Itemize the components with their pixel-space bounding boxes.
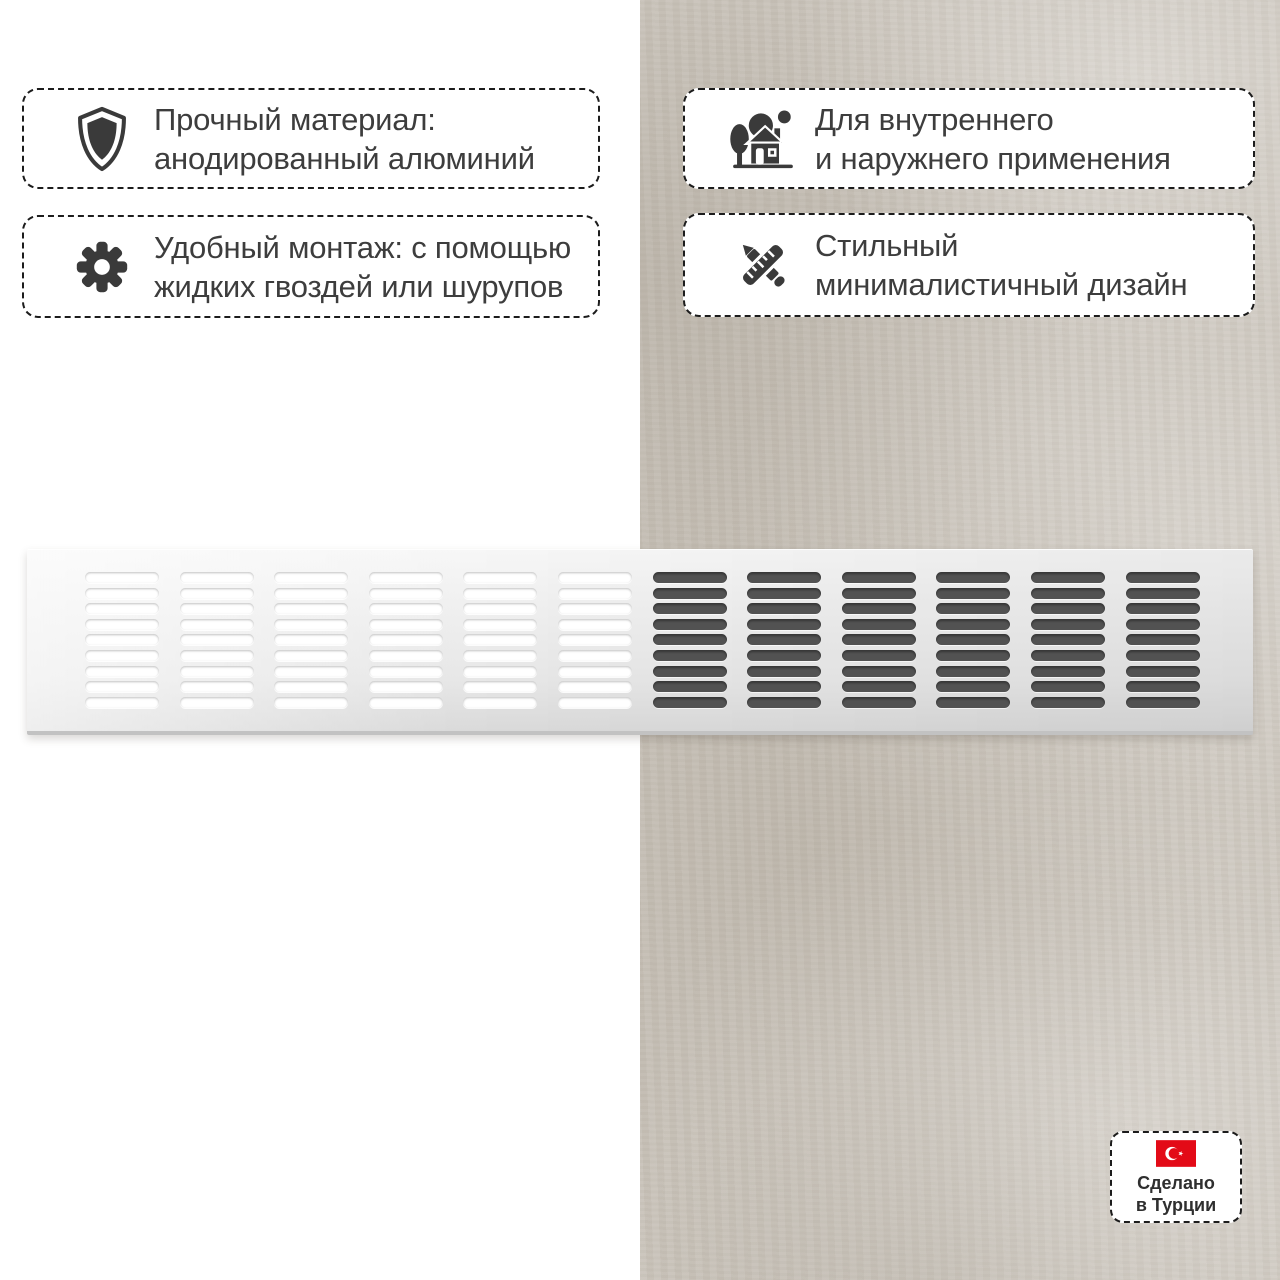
vent-slot-dark <box>1126 588 1200 599</box>
vent-slot-light <box>463 681 537 692</box>
slot-grid <box>85 572 1200 708</box>
feature-line: минималистичный дизайн <box>815 267 1188 302</box>
vent-slot-light <box>463 588 537 599</box>
vent-slot-light <box>463 572 537 583</box>
vent-slot-light <box>274 697 348 708</box>
vent-slot-dark <box>842 681 916 692</box>
vent-slot-dark <box>1031 634 1105 645</box>
vent-slot-dark <box>936 650 1010 661</box>
vent-slot-dark <box>747 650 821 661</box>
vent-slot-light <box>180 697 254 708</box>
vent-slot-light <box>180 603 254 614</box>
vent-slot-dark <box>936 634 1010 645</box>
vent-slot-dark <box>747 572 821 583</box>
badge-line: в Турции <box>1135 1195 1217 1215</box>
vent-slot-light <box>274 619 348 630</box>
vent-slot-light <box>369 666 443 677</box>
vent-slot-light <box>85 697 159 708</box>
vent-grille-product <box>27 549 1253 735</box>
vent-slot-light <box>85 634 159 645</box>
vent-slot-dark <box>1031 619 1105 630</box>
pencil-ruler-icon <box>727 234 799 296</box>
feature-box-easy-mounting <box>22 215 600 318</box>
feature-line: Прочный материал: <box>154 101 436 137</box>
vent-slot-dark <box>1126 697 1200 708</box>
vent-slot-light <box>558 572 632 583</box>
vent-slot-light <box>85 588 159 599</box>
vent-slot-dark <box>747 634 821 645</box>
vent-slot-light <box>85 619 159 630</box>
vent-slot-light <box>369 603 443 614</box>
turkey-flag-icon <box>1156 1140 1196 1167</box>
vent-slot-dark <box>936 572 1010 583</box>
feature-line: анодированный алюминий <box>154 140 535 176</box>
feature-box-minimalist-design <box>683 213 1255 317</box>
made-in-turkey-badge <box>1110 1131 1242 1223</box>
vent-slot-light <box>274 634 348 645</box>
gear-icon <box>66 239 138 295</box>
vent-slot-light <box>180 588 254 599</box>
feature-box-durable-material <box>22 88 600 189</box>
feature-line: и наружнего применения <box>815 140 1171 176</box>
vent-slot-dark <box>653 650 727 661</box>
vent-slot-dark <box>653 681 727 692</box>
vent-slot-light <box>558 681 632 692</box>
vent-slot-dark <box>1031 697 1105 708</box>
vent-slot-dark <box>653 619 727 630</box>
feature-line: Для внутреннего <box>815 101 1054 137</box>
vent-slot-light <box>85 603 159 614</box>
badge-line: Сделано <box>1137 1173 1215 1193</box>
vent-slot-light <box>274 588 348 599</box>
vent-slot-light <box>463 697 537 708</box>
vent-slot-light <box>369 681 443 692</box>
vent-slot-dark <box>1126 603 1200 614</box>
vent-slot-light <box>369 650 443 661</box>
vent-slot-dark <box>1126 666 1200 677</box>
feature-box-indoor-outdoor <box>683 88 1255 189</box>
vent-slot-light <box>463 666 537 677</box>
feature-line: Удобный монтаж: с помощью <box>154 229 572 265</box>
vent-slot-dark <box>842 603 916 614</box>
vent-slot-dark <box>1126 619 1200 630</box>
vent-slot-light <box>274 681 348 692</box>
vent-slot-light <box>558 619 632 630</box>
vent-slot-dark <box>747 588 821 599</box>
vent-slot-dark <box>1126 572 1200 583</box>
vent-slot-dark <box>747 681 821 692</box>
vent-slot-light <box>463 634 537 645</box>
vent-slot-dark <box>1031 666 1105 677</box>
vent-slot-dark <box>653 634 727 645</box>
vent-slot-light <box>85 650 159 661</box>
vent-slot-dark <box>842 650 916 661</box>
vent-slot-dark <box>936 681 1010 692</box>
house-icon <box>727 107 799 171</box>
vent-slot-light <box>85 681 159 692</box>
vent-slot-light <box>180 572 254 583</box>
vent-slot-dark <box>936 619 1010 630</box>
vent-slot-light <box>558 666 632 677</box>
vent-slot-light <box>558 588 632 599</box>
vent-slot-dark <box>842 588 916 599</box>
vent-slot-light <box>369 588 443 599</box>
vent-slot-dark <box>936 603 1010 614</box>
vent-slot-dark <box>653 588 727 599</box>
vent-slot-dark <box>653 666 727 677</box>
vent-slot-dark <box>936 697 1010 708</box>
vent-slot-light <box>274 666 348 677</box>
vent-slot-light <box>180 650 254 661</box>
vent-slot-light <box>274 572 348 583</box>
vent-slot-light <box>180 634 254 645</box>
vent-slot-dark <box>1126 634 1200 645</box>
vent-slot-light <box>558 697 632 708</box>
vent-slot-dark <box>1031 681 1105 692</box>
vent-slot-light <box>369 634 443 645</box>
vent-slot-light <box>369 697 443 708</box>
vent-slot-dark <box>1126 681 1200 692</box>
vent-slot-dark <box>653 572 727 583</box>
vent-slot-dark <box>842 572 916 583</box>
vent-slot-dark <box>842 697 916 708</box>
vent-slot-light <box>558 650 632 661</box>
vent-slot-dark <box>936 588 1010 599</box>
vent-slot-light <box>180 619 254 630</box>
vent-slot-light <box>369 572 443 583</box>
vent-slot-dark <box>747 619 821 630</box>
shield-icon <box>66 106 138 172</box>
vent-slot-light <box>180 666 254 677</box>
vent-slot-light <box>463 619 537 630</box>
vent-slot-dark <box>653 603 727 614</box>
vent-slot-dark <box>842 634 916 645</box>
feature-line: жидких гвоздей или шурупов <box>154 268 564 304</box>
vent-slot-dark <box>1031 650 1105 661</box>
vent-slot-dark <box>653 697 727 708</box>
vent-slot-light <box>369 619 443 630</box>
vent-slot-dark <box>1031 603 1105 614</box>
vent-slot-light <box>558 603 632 614</box>
vent-slot-dark <box>1031 572 1105 583</box>
vent-slot-dark <box>747 666 821 677</box>
vent-slot-light <box>558 634 632 645</box>
feature-line: Стильный <box>815 228 959 263</box>
vent-slot-light <box>274 603 348 614</box>
vent-slot-light <box>180 681 254 692</box>
vent-slot-light <box>463 603 537 614</box>
vent-slot-dark <box>747 603 821 614</box>
vent-slot-light <box>85 666 159 677</box>
vent-slot-dark <box>842 619 916 630</box>
vent-slot-dark <box>747 697 821 708</box>
vent-slot-dark <box>1126 650 1200 661</box>
vent-slot-dark <box>936 666 1010 677</box>
vent-slot-dark <box>1031 588 1105 599</box>
vent-slot-light <box>274 650 348 661</box>
vent-slot-dark <box>842 666 916 677</box>
vent-slot-light <box>85 572 159 583</box>
vent-slot-light <box>463 650 537 661</box>
